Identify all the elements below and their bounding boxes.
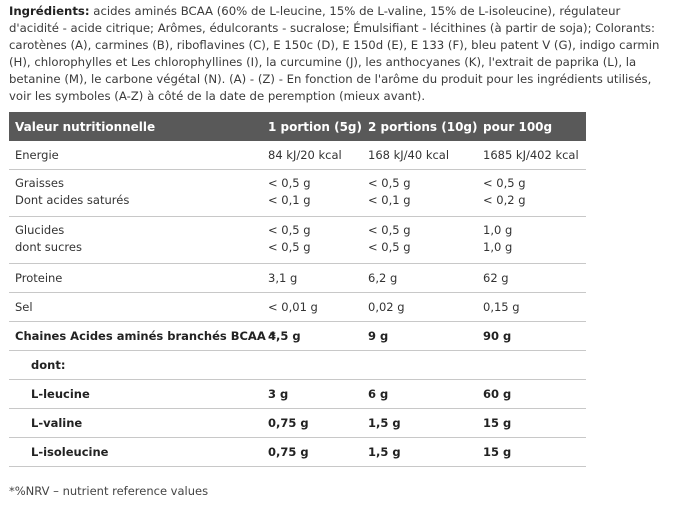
cell-one-portion (262, 263, 362, 292)
row-l-leucine (9, 379, 586, 408)
cell-label (9, 292, 262, 321)
cell-per-100g (477, 379, 586, 408)
cell-line: Glucides (15, 222, 65, 237)
row-graisses (9, 169, 586, 216)
cell-two-portions (362, 141, 477, 169)
cell-one-portion (262, 292, 362, 321)
row-dont (9, 350, 586, 379)
cell-one-portion (262, 379, 362, 408)
cell-line: 1,0 g (483, 222, 513, 237)
cell-label (9, 263, 262, 292)
cell-line: 1,0 g (483, 239, 513, 254)
cell-line: L-leucine (31, 386, 90, 401)
row-energie (9, 141, 586, 169)
cell-two-portions (362, 263, 477, 292)
cell-line: Graisses (15, 175, 64, 190)
cell-line: Chaines Acides aminés branchés BCAA * (15, 328, 276, 343)
row-l-isoleucine (9, 437, 586, 466)
cell-one-portion (262, 437, 362, 466)
cell-line: < 0,2 g (483, 192, 526, 207)
cell-line: < 0,5 g (268, 239, 311, 254)
ingredients-text: acides aminés BCAA (60% de L-leucine, 15% de L-valine, 15% de L-isoleucine), régulateur d'acidité - acide citrique; Arômes, édulcorants - sucralose; Émulsifiant - lécithines (à partir de soja); Colorants: carotènes (A), carmines (B), riboflavines (C), E 150c (D), E 150d (E), E 133 (F), bleu patent V (G), indigo carmin (H), chlorophylles et Les chlorophyllines (I), la curcumine (J), les anthocyanes (K), l'extrait de paprika (L), la betanine (M), le carbone végétal (N). (A) - (Z) - En fonction de l'arôme du produit pour les ingrédients utilisés, voir les symboles (A-Z) à côté de la date de peremption (mieux avant). (9, 4, 660, 103)
cell-one-portion (262, 350, 362, 379)
cell-per-100g (477, 169, 586, 216)
cell-per-100g (477, 141, 586, 169)
row-proteine (9, 263, 586, 292)
cell-line: 3,1 g (268, 270, 298, 285)
cell-line: 168 kJ/40 kcal (368, 148, 450, 162)
cell-line: 60 g (483, 386, 512, 401)
cell-one-portion (262, 169, 362, 216)
row-sel (9, 292, 586, 321)
header-nutritional-value: Valeur nutritionnelle (9, 112, 262, 141)
cell-line: 90 g (483, 328, 512, 343)
cell-two-portions (362, 350, 477, 379)
cell-per-100g (477, 437, 586, 466)
cell-line: 6 g (368, 386, 389, 401)
cell-label (9, 141, 262, 169)
cell-line: Energie (15, 148, 59, 162)
cell-line: L-isoleucine (31, 444, 109, 459)
cell-two-portions (362, 292, 477, 321)
cell-line: < 0,1 g (368, 192, 411, 207)
cell-per-100g (477, 263, 586, 292)
cell-label (9, 350, 262, 379)
header-per-100g: pour 100g (477, 112, 586, 141)
cell-line: < 0,1 g (268, 192, 311, 207)
cell-line: L-valine (31, 415, 83, 430)
cell-per-100g (477, 350, 586, 379)
cell-per-100g (477, 408, 586, 437)
cell-line: 84 kJ/20 kcal (268, 148, 342, 162)
cell-per-100g (477, 216, 586, 263)
cell-two-portions (362, 216, 477, 263)
cell-line: < 0,5 g (268, 222, 311, 237)
cell-line: 1,5 g (368, 444, 401, 459)
nutrition-table-body (9, 141, 586, 466)
cell-one-portion (262, 141, 362, 169)
cell-line: < 0,01 g (268, 299, 318, 314)
row-glucides (9, 216, 586, 263)
cell-two-portions (362, 321, 477, 350)
header-one-portion: 1 portion (5g) (262, 112, 362, 141)
cell-label (9, 321, 276, 350)
cell-line: 0,02 g (368, 299, 405, 314)
cell-two-portions (362, 379, 477, 408)
cell-line: 9 g (368, 328, 389, 343)
cell-two-portions (362, 408, 477, 437)
cell-label (9, 169, 262, 216)
cell-per-100g (477, 321, 586, 350)
cell-per-100g (477, 292, 586, 321)
cell-one-portion (262, 408, 362, 437)
cell-line: 1,5 g (368, 415, 401, 430)
cell-line: 15 g (483, 444, 512, 459)
cell-line: 1685 kJ/402 kcal (483, 148, 579, 162)
cell-two-portions (362, 437, 477, 466)
ingredients-paragraph (9, 3, 669, 105)
cell-line: < 0,5 g (268, 175, 311, 190)
cell-label (9, 379, 262, 408)
header-two-portions: 2 portions (10g) (362, 112, 477, 141)
cell-line: dont sucres (15, 239, 82, 254)
cell-line: Proteine (15, 270, 63, 285)
cell-line: < 0,5 g (368, 222, 411, 237)
cell-line: 0,75 g (268, 415, 309, 430)
cell-label (9, 216, 262, 263)
cell-one-portion (262, 321, 362, 350)
cell-line: < 0,5 g (368, 175, 411, 190)
cell-line: 3 g (268, 386, 289, 401)
cell-label (9, 437, 262, 466)
cell-line: 4,5 g (268, 328, 301, 343)
cell-label (9, 408, 262, 437)
cell-line: dont: (31, 357, 66, 372)
cell-line: 15 g (483, 415, 512, 430)
row-bcaa (9, 321, 586, 350)
row-l-valine (9, 408, 586, 437)
cell-two-portions (362, 169, 477, 216)
cell-line: 0,15 g (483, 299, 520, 314)
cell-one-portion (262, 216, 362, 263)
nutrition-table (9, 112, 586, 467)
cell-line: Sel (15, 299, 33, 314)
cell-line: Dont acides saturés (15, 192, 130, 207)
nutrition-header-row (9, 112, 586, 141)
cell-line: 0,75 g (268, 444, 309, 459)
footnote: *%NRV – nutrient reference values (9, 484, 209, 498)
cell-line: 6,2 g (368, 270, 398, 285)
cell-line: 62 g (483, 270, 509, 285)
cell-line: < 0,5 g (368, 239, 411, 254)
ingredients-label: Ingrédients: (9, 4, 90, 18)
cell-line: < 0,5 g (483, 175, 526, 190)
